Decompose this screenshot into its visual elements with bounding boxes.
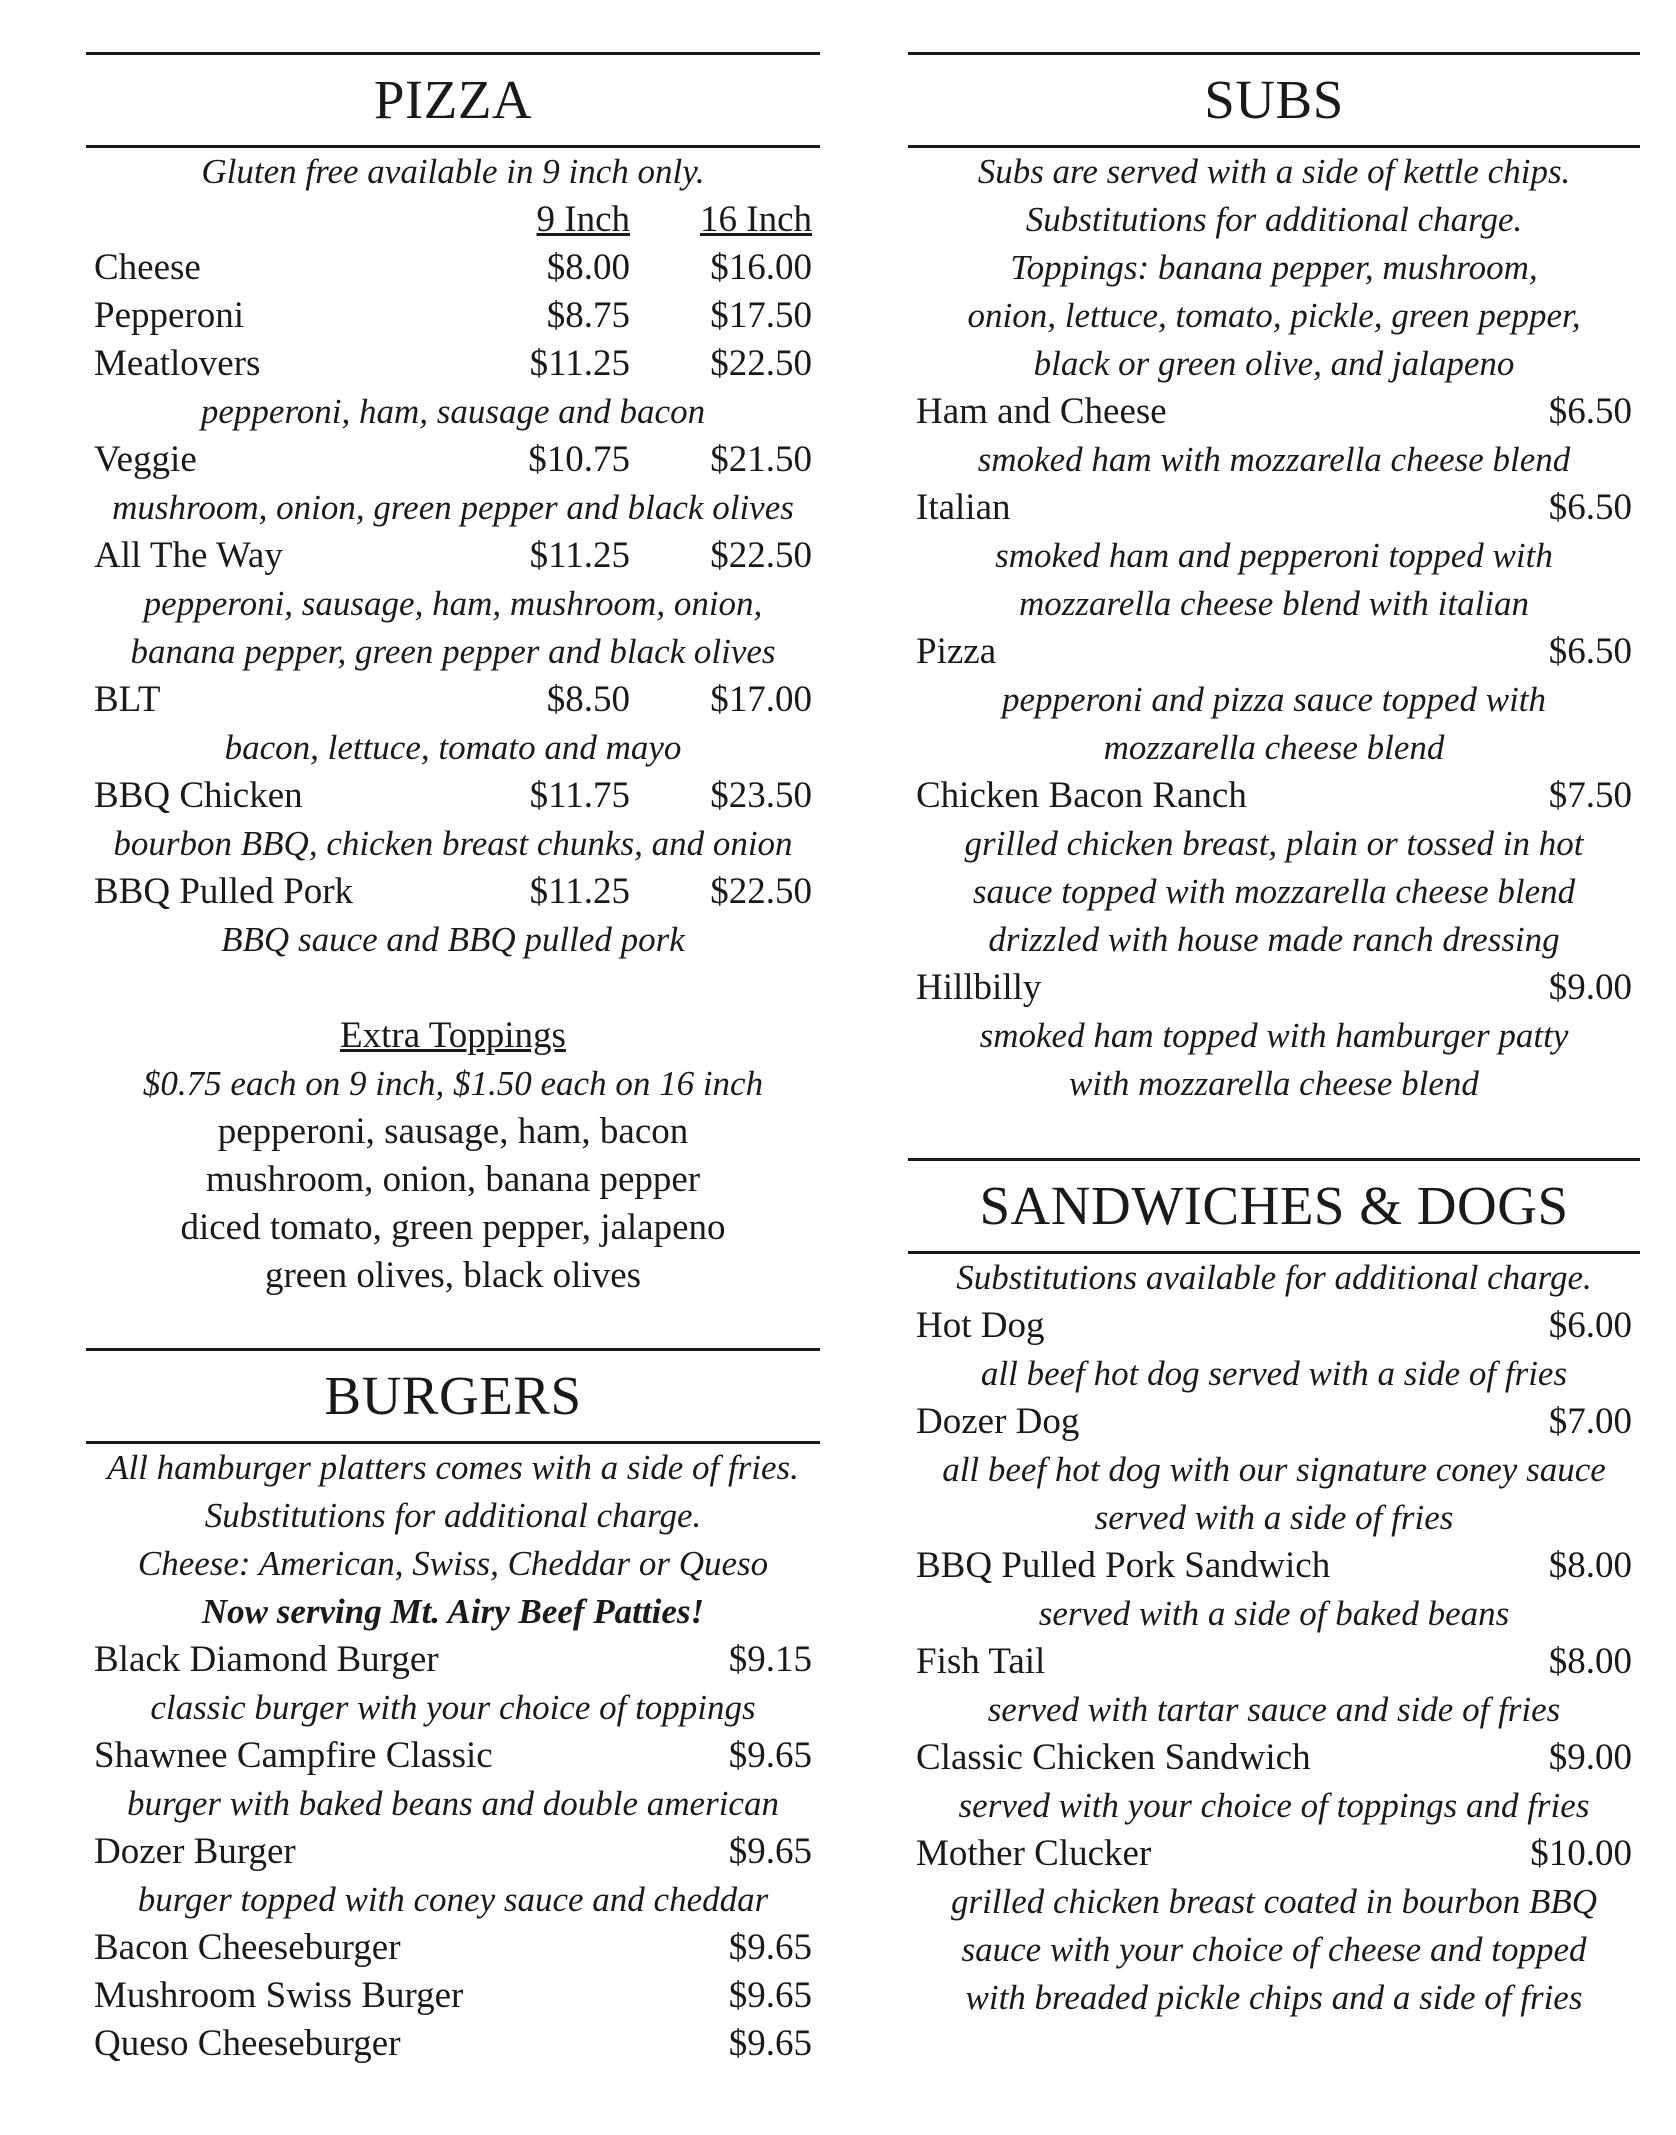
item-name: Pizza xyxy=(916,631,997,672)
item-name: Dozer Dog xyxy=(916,1401,1080,1442)
item-name: Mother Clucker xyxy=(916,1833,1152,1874)
item-price-16: $17.50 xyxy=(710,295,812,336)
item-price: $8.00 xyxy=(1548,1641,1632,1682)
item-name: BBQ Pulled Pork xyxy=(94,871,354,912)
item-description: pepperoni, ham, sausage and bacon xyxy=(200,392,706,431)
item-price: $8.00 xyxy=(1548,1545,1632,1586)
item-name: Cheese xyxy=(94,247,201,288)
item-price: $6.00 xyxy=(1548,1305,1632,1346)
menu-item-row xyxy=(916,964,1632,1012)
pizza-size-header xyxy=(94,196,812,244)
menu-item-row xyxy=(94,676,812,724)
item-price: $9.65 xyxy=(728,1927,812,1968)
item-description: smoked ham topped with hamburger patty xyxy=(979,1016,1569,1055)
menu-item-row xyxy=(94,1972,812,2020)
item-name: Chicken Bacon Ranch xyxy=(916,775,1247,816)
menu-item-row xyxy=(94,1636,812,1684)
item-description: sauce topped with mozzarella cheese blend xyxy=(972,872,1576,911)
menu-item-row xyxy=(916,1542,1632,1590)
item-description: mozzarella cheese blend xyxy=(1103,728,1445,767)
topping-line: pepperoni, sausage, ham, bacon xyxy=(217,1111,689,1152)
size-header-9: 9 Inch xyxy=(536,199,630,240)
item-name: Veggie xyxy=(94,439,197,480)
item-description: pepperoni and pizza sauce topped with xyxy=(1001,680,1547,719)
menu-item-row xyxy=(916,628,1632,676)
item-price: $9.65 xyxy=(728,2023,812,2064)
menu-item-row xyxy=(94,436,812,484)
item-name: Dozer Burger xyxy=(94,1831,296,1872)
item-price-9: $11.25 xyxy=(529,535,630,576)
extra-toppings-heading: Extra Toppings xyxy=(340,1015,566,1056)
item-name: Shawnee Campfire Classic xyxy=(94,1735,493,1776)
item-description: all beef hot dog served with a side of fries xyxy=(980,1354,1568,1393)
item-price: $9.00 xyxy=(1548,1737,1632,1778)
menu-item-row xyxy=(94,1924,812,1972)
extra-toppings xyxy=(94,1012,812,1300)
pizza-title: PIZZA xyxy=(86,52,820,148)
burgers-section xyxy=(86,1348,820,2068)
item-price-9: $8.50 xyxy=(546,679,630,720)
menu-item-row xyxy=(916,484,1632,532)
item-price-16: $22.50 xyxy=(710,871,812,912)
item-price: $9.65 xyxy=(728,1735,812,1776)
sandwiches-section xyxy=(908,1158,1640,2022)
menu-item-row xyxy=(916,1830,1632,1878)
item-name: Hillbilly xyxy=(916,967,1042,1008)
item-name: Fish Tail xyxy=(916,1641,1046,1682)
topping-line: green olives, black olives xyxy=(264,1255,642,1296)
item-price-16: $23.50 xyxy=(710,775,812,816)
size-header-16: 16 Inch xyxy=(700,199,812,240)
menu-item-row xyxy=(916,1398,1632,1446)
item-description: served with tartar sauce and side of fries xyxy=(987,1690,1561,1729)
item-price-16: $22.50 xyxy=(710,535,812,576)
item-description: smoked ham and pepperoni topped with xyxy=(995,536,1553,575)
item-description: classic burger with your choice of toppings xyxy=(150,1688,756,1727)
item-name: Italian xyxy=(916,487,1011,528)
item-description: mushroom, onion, green pepper and black olives xyxy=(112,488,794,527)
item-price-16: $21.50 xyxy=(710,439,812,480)
item-description: burger with baked beans and double american xyxy=(127,1784,779,1823)
item-price: $10.00 xyxy=(1530,1833,1632,1874)
item-description: burger topped with coney sauce and cheddar xyxy=(137,1880,769,1919)
menu-item-row xyxy=(94,1732,812,1780)
item-price: $7.50 xyxy=(1548,775,1632,816)
item-price-9: $8.75 xyxy=(546,295,630,336)
sandwiches-note: Substitutions available for additional charge. xyxy=(956,1258,1592,1297)
item-description: banana pepper, green pepper and black olives xyxy=(130,632,776,671)
menu-item-row xyxy=(94,244,812,292)
topping-line: mushroom, onion, banana pepper xyxy=(205,1159,701,1200)
item-description: grilled chicken breast coated in bourbon BBQ xyxy=(950,1882,1598,1921)
item-price: $6.50 xyxy=(1548,487,1632,528)
pizza-section xyxy=(86,52,820,1300)
item-name: All The Way xyxy=(94,535,283,576)
item-price: $9.65 xyxy=(728,1831,812,1872)
subs-title: SUBS xyxy=(908,52,1640,148)
item-price: $6.50 xyxy=(1548,631,1632,672)
item-price: $7.00 xyxy=(1548,1401,1632,1442)
subs-note: onion, lettuce, tomato, pickle, green pepper, xyxy=(967,296,1581,335)
item-name: BBQ Chicken xyxy=(94,775,303,816)
menu-item-row xyxy=(94,532,812,580)
item-price-16: $17.00 xyxy=(710,679,812,720)
item-description: with mozzarella cheese blend xyxy=(1069,1064,1479,1103)
item-description: drizzled with house made ranch dressing xyxy=(988,920,1560,959)
item-name: Classic Chicken Sandwich xyxy=(916,1737,1311,1778)
item-description: pepperoni, sausage, ham, mushroom, onion, xyxy=(143,584,763,623)
item-name: Hot Dog xyxy=(916,1305,1045,1346)
item-name: Bacon Cheeseburger xyxy=(94,1927,401,1968)
item-name: BLT xyxy=(94,679,161,720)
menu-item-row xyxy=(94,2020,812,2068)
item-price-9: $11.75 xyxy=(529,775,630,816)
right-column xyxy=(908,52,1640,2022)
item-description: mozzarella cheese blend with italian xyxy=(1018,584,1530,623)
extra-toppings-price: $0.75 each on 9 inch, $1.50 each on 16 inch xyxy=(142,1064,764,1103)
item-name: Black Diamond Burger xyxy=(94,1639,439,1680)
item-price: $6.50 xyxy=(1548,391,1632,432)
pizza-note: Gluten free available in 9 inch only. xyxy=(201,152,705,191)
subs-note: black or green olive, and jalapeno xyxy=(1033,344,1515,383)
item-description: sauce with your choice of cheese and topped xyxy=(961,1930,1587,1969)
item-name: Pepperoni xyxy=(94,295,245,336)
menu-item-row xyxy=(916,1302,1632,1350)
menu-item-row xyxy=(94,1828,812,1876)
burgers-title: BURGERS xyxy=(86,1348,820,1444)
menu-item-row xyxy=(94,340,812,388)
item-description: bourbon BBQ, chicken breast chunks, and onion xyxy=(113,824,793,863)
item-description: bacon, lettuce, tomato and mayo xyxy=(224,728,682,767)
item-description: smoked ham with mozzarella cheese blend xyxy=(977,440,1571,479)
item-description: served with your choice of toppings and fries xyxy=(958,1786,1590,1825)
subs-note: Substitutions for additional charge. xyxy=(1025,200,1523,239)
item-description: served with a side of baked beans xyxy=(1038,1594,1510,1633)
menu-item-row xyxy=(94,868,812,916)
subs-section xyxy=(908,52,1640,1108)
topping-line: diced tomato, green pepper, jalapeno xyxy=(180,1207,726,1248)
sandwiches-title: SANDWICHES & DOGS xyxy=(908,1158,1640,1254)
subs-note: Subs are served with a side of kettle chips. xyxy=(977,152,1571,191)
item-price-16: $16.00 xyxy=(710,247,812,288)
item-description: all beef hot dog with our signature coney sauce xyxy=(942,1450,1606,1489)
item-name: Ham and Cheese xyxy=(916,391,1167,432)
item-price: $9.65 xyxy=(728,1975,812,2016)
burgers-highlight: Now serving Mt. Airy Beef Patties! xyxy=(201,1592,705,1631)
item-name: Mushroom Swiss Burger xyxy=(94,1975,464,2016)
item-description: BBQ sauce and BBQ pulled pork xyxy=(221,920,685,959)
item-price-9: $8.00 xyxy=(546,247,630,288)
item-price: $9.00 xyxy=(1548,967,1632,1008)
subs-note: Toppings: banana pepper, mushroom, xyxy=(1010,248,1538,287)
item-description: grilled chicken breast, plain or tossed in hot xyxy=(964,824,1584,863)
item-name: BBQ Pulled Pork Sandwich xyxy=(916,1545,1331,1586)
menu-item-row xyxy=(916,772,1632,820)
item-price: $9.15 xyxy=(728,1639,812,1680)
item-price-9: $11.25 xyxy=(529,343,630,384)
item-price-9: $10.75 xyxy=(528,439,630,480)
menu-item-row xyxy=(94,772,812,820)
menu-item-row xyxy=(916,1734,1632,1782)
item-name: Meatlovers xyxy=(94,343,261,384)
item-description: served with a side of fries xyxy=(1094,1498,1454,1537)
item-name: Queso Cheeseburger xyxy=(94,2023,401,2064)
burgers-note: All hamburger platters comes with a side of fries. xyxy=(107,1448,799,1487)
item-description: with breaded pickle chips and a side of fries xyxy=(965,1978,1583,2017)
burgers-note: Substitutions for additional charge. xyxy=(204,1496,702,1535)
menu-item-row xyxy=(916,388,1632,436)
left-column xyxy=(86,52,820,2068)
menu-item-row xyxy=(916,1638,1632,1686)
burgers-note: Cheese: American, Swiss, Cheddar or Queso xyxy=(137,1544,769,1583)
menu-item-row xyxy=(94,292,812,340)
item-price-9: $11.25 xyxy=(529,871,630,912)
item-price-16: $22.50 xyxy=(710,343,812,384)
